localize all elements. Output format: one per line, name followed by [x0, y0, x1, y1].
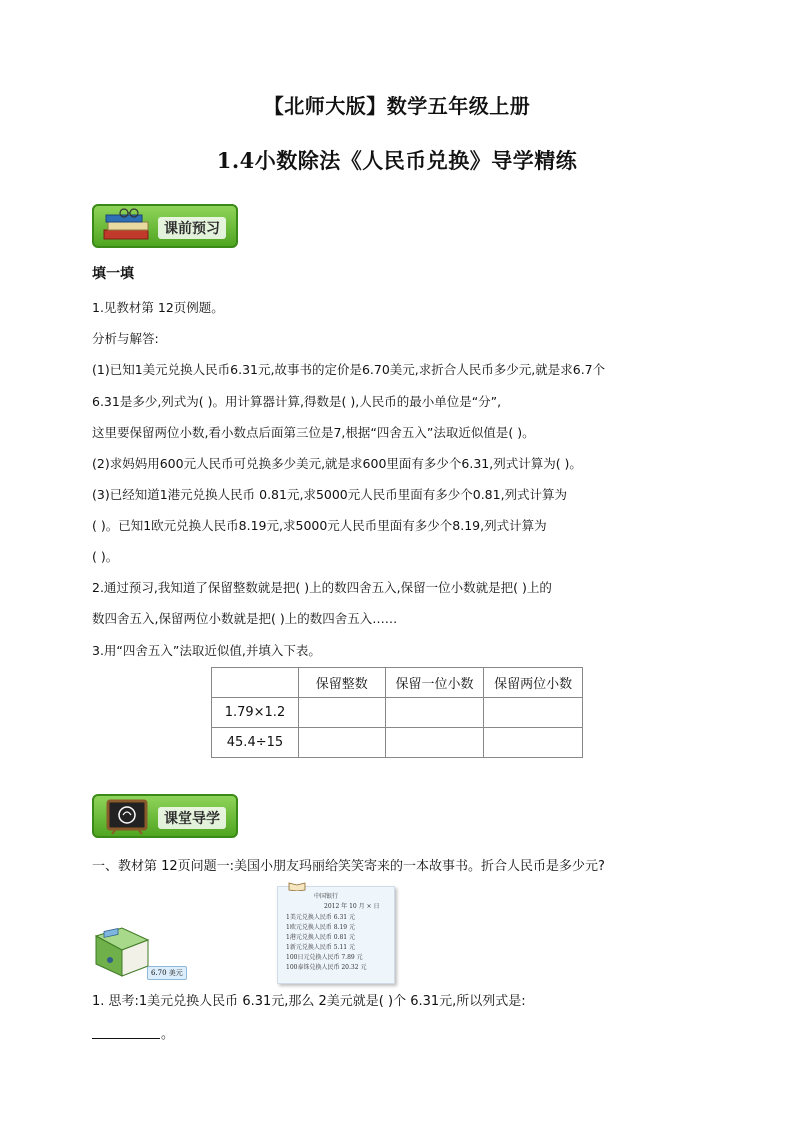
storybook-icon — [92, 926, 152, 978]
rate-date: 2012 年 10 月 × 日 — [324, 903, 380, 910]
table-cell: 45.4÷15 — [212, 728, 299, 758]
document-title: 【北师大版】数学五年级上册 — [263, 94, 531, 118]
table-header-cell — [212, 668, 299, 698]
table-row — [212, 698, 583, 728]
lesson-title: 1.4小数除法《人民币兑换》导学精练 — [216, 148, 578, 173]
period-mark: 。 — [161, 1027, 175, 1042]
table-cell[interactable] — [385, 698, 484, 728]
section-badge-preview — [92, 204, 238, 248]
paragraph-2: (2)求妈妈用600元人民币可兑换多少美元,就是求600里面有多少个6.31,列式计算为( )。 — [92, 456, 582, 471]
price-tag: 6.70 美元 — [147, 966, 187, 980]
rounding-table — [211, 667, 583, 758]
paragraph-1-line-3: 这里要保留两位小数,看小数点后面第三位是7,根据“四舍五入”法取近似值是( )。 — [92, 425, 535, 440]
paragraph-3-line-3: ( )。 — [92, 549, 119, 564]
table-header-cell: 保留整数 — [298, 668, 385, 698]
table-row — [212, 728, 583, 758]
question-1-subtitle: 分析与解答: — [92, 331, 159, 346]
rate-line: 1欧元兑换人民币 8.19 元 — [286, 924, 355, 931]
question-1-title: 1.见教材第 12页例题。 — [92, 300, 224, 315]
paragraph-1-line-2: 6.31是多少,列式为( )。用计算器计算,得数是( ),人民币的最小单位是“分”, — [92, 394, 502, 409]
book-icon — [288, 881, 306, 891]
rate-line: 1新元兑换人民币 5.11 元 — [286, 944, 355, 951]
books-icon — [100, 208, 156, 246]
question-2-line-1: 2.通过预习,我知道了保留整数就是把( )上的数四舍五入,保留一位小数就是把( )上的 — [92, 580, 552, 595]
rate-line: 100泰铢兑换人民币 20.32 元 — [286, 964, 367, 971]
bank-name: 中国银行 — [314, 893, 339, 900]
table-cell[interactable] — [298, 698, 385, 728]
badge-label: 课前预习 — [158, 217, 226, 239]
table-cell[interactable] — [484, 728, 583, 758]
blackboard-icon — [102, 799, 152, 835]
answer-blank[interactable] — [92, 1038, 160, 1039]
question-2-line-2: 数四舍五入,保留两位小数就是把( )上的数四舍五入…… — [92, 611, 398, 626]
badge-label: 课堂导学 — [158, 807, 226, 829]
question-3: 3.用“四舍五入”法取近似值,并填入下表。 — [92, 643, 321, 658]
rate-line: 1港元兑换人民币 0.81 元 — [286, 934, 355, 941]
table-header-cell: 保留两位小数 — [484, 668, 583, 698]
think-question: 1. 思考:1美元兑换人民币 6.31元,那么 2美元就是( )个 6.31元,所以列式是: — [92, 994, 526, 1009]
table-cell[interactable] — [298, 728, 385, 758]
table-cell[interactable] — [385, 728, 484, 758]
table-cell: 1.79×1.2 — [212, 698, 299, 728]
table-header-row — [212, 668, 583, 698]
classroom-intro: 一、教材第 12页问题一:美国小朋友玛丽给笑笑寄来的一本故事书。折合人民币是多少元? — [92, 859, 605, 874]
rate-line: 100日元兑换人民币 7.89 元 — [286, 954, 363, 961]
paragraph-1-line-1: (1)已知1美元兑换人民币6.31元,故事书的定价是6.70美元,求折合人民币多少元,就是求6.7个 — [92, 362, 606, 377]
table-header-cell: 保留一位小数 — [385, 668, 484, 698]
section-badge-classroom — [92, 794, 238, 838]
section-heading: 填一填 — [92, 266, 134, 282]
table-cell[interactable] — [484, 698, 583, 728]
paragraph-3-line-2: ( )。已知1欧元兑换人民币8.19元,求5000元人民币里面有多少个8.19,列式计算为 — [92, 518, 547, 533]
paragraph-3-line-1: (3)已经知道1港元兑换人民币 0.81元,求5000元人民币里面有多少个0.81,列式计算为 — [92, 487, 568, 502]
rate-line: 1美元兑换人民币 6.31 元 — [286, 914, 355, 921]
exchange-rate-card — [277, 886, 395, 984]
